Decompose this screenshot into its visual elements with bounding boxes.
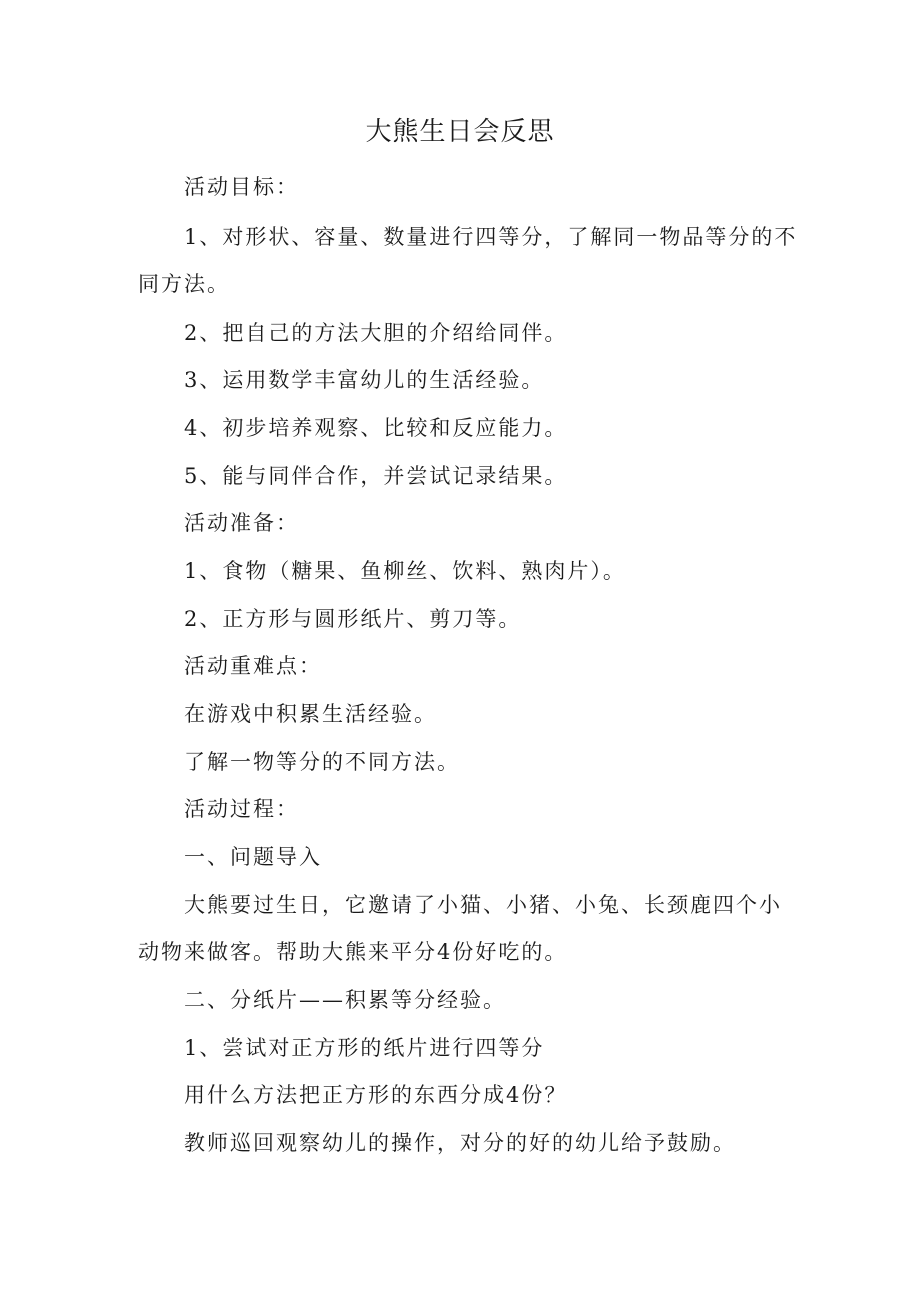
paragraph: 二、分纸片——积累等分经验。	[184, 988, 506, 1012]
document-title: 大熊生日会反思	[365, 117, 555, 147]
paragraph: 大熊要过生日，它邀请了小猫、小猪、小兔、长颈鹿四个小动物来做客。帮助大熊来平分4份好吃的。	[138, 893, 782, 964]
paragraph: 教师巡回观察幼儿的操作，对分的好的幼儿给予鼓励。	[184, 1131, 736, 1155]
paragraph: 活动准备：	[184, 511, 299, 535]
paragraph: 在游戏中积累生活经验。	[184, 702, 437, 726]
paragraph: 一、问题导入	[184, 845, 322, 869]
paragraph: 1、尝试对正方形的纸片进行四等分	[184, 1036, 545, 1060]
paragraph: 1、食物（糖果、鱼柳丝、饮料、熟肉片）。	[184, 559, 626, 583]
paragraph: 2、把自己的方法大胆的介绍给同伴。	[184, 321, 568, 345]
paragraph: 活动重难点：	[184, 654, 322, 678]
paragraph: 用什么方法把正方形的东西分成4份？	[184, 1083, 568, 1107]
paragraph: 3、运用数学丰富幼儿的生活经验。	[184, 368, 545, 392]
paragraph: 活动目标：	[184, 175, 299, 199]
paragraph: 了解一物等分的不同方法。	[184, 750, 460, 774]
paragraph: 5、能与同伴合作，并尝试记录结果。	[184, 464, 568, 488]
paragraph: 4、初步培养观察、比较和反应能力。	[184, 416, 568, 440]
paragraph: 活动过程：	[184, 797, 299, 821]
paragraph: 2、正方形与圆形纸片、剪刀等。	[184, 607, 522, 631]
paragraph: 1、对形状、容量、数量进行四等分，了解同一物品等分的不同方法。	[138, 225, 798, 296]
